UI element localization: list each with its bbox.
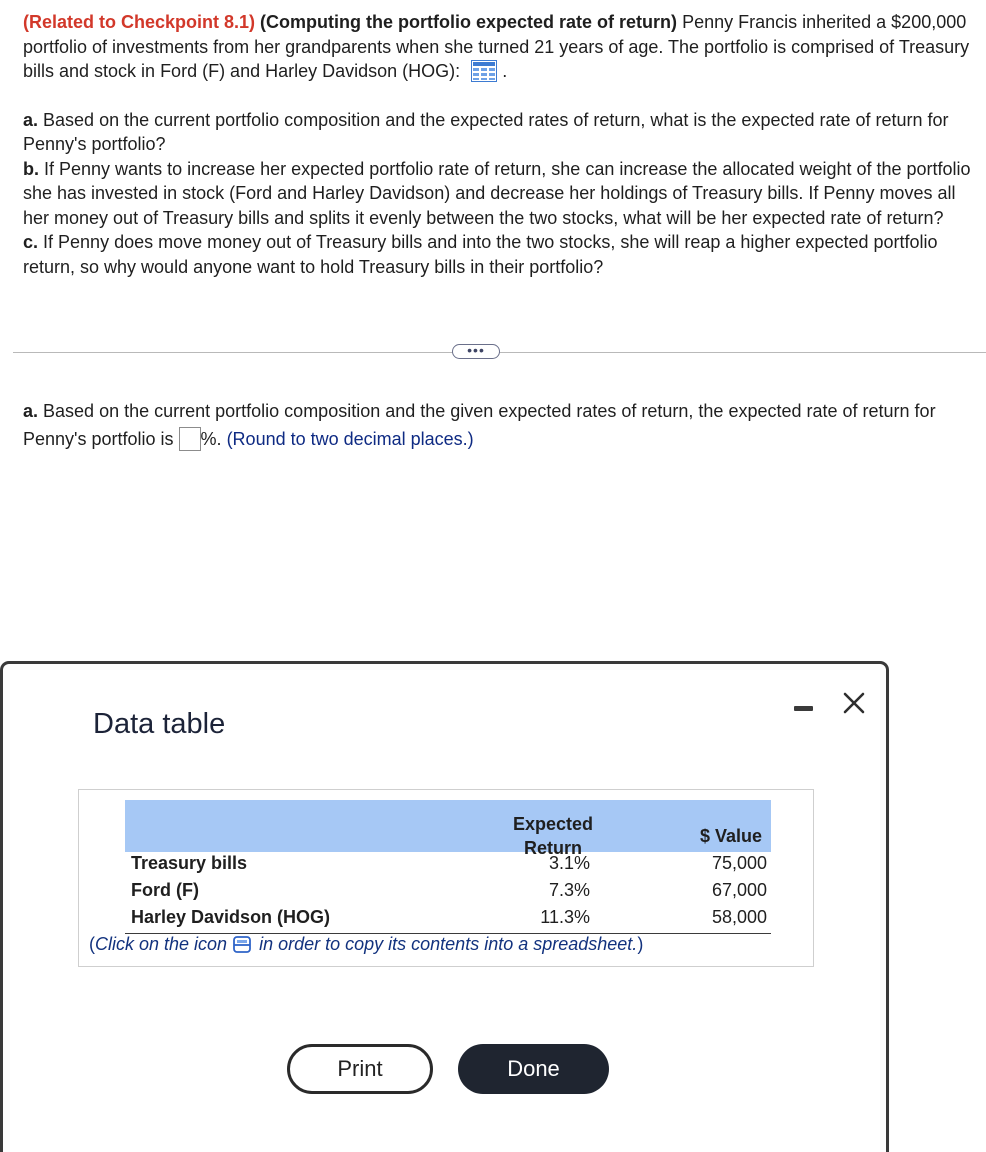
table-row xyxy=(131,880,771,907)
copy-to-spreadsheet-icon[interactable] xyxy=(233,936,251,958)
part-c xyxy=(23,230,978,279)
part-text: If Penny does move money out of Treasury bills and into the two stocks, she will reap a higher expected portfolio return, so why would anyone want to hold Treasury bills in their portfolio? xyxy=(23,232,938,277)
related-checkpoint: (Related to Checkpoint 8.1) xyxy=(23,12,256,32)
row-value: 58,000 xyxy=(711,907,767,927)
row-expected-return: 7.3% xyxy=(548,880,590,900)
answer-label: a. xyxy=(23,401,39,421)
copy-note-before: Click on the icon xyxy=(95,934,228,954)
part-label: c. xyxy=(23,232,39,252)
answer-unit: %. xyxy=(200,429,222,449)
part-a xyxy=(23,108,978,157)
answer-input[interactable] xyxy=(179,427,201,451)
part-text: Based on the current portfolio composition and the expected rates of return, what is the expected rate of return for Penny's portfolio? xyxy=(23,109,949,154)
close-icon[interactable] xyxy=(839,688,869,718)
row-expected-return: 3.1% xyxy=(548,853,590,873)
question-topic: (Computing the portfolio expected rate of return) xyxy=(260,12,678,32)
table-header xyxy=(125,800,771,858)
part-label: b. xyxy=(23,158,39,179)
question-intro xyxy=(23,10,978,89)
question-intro-text: Penny Francis inherited a $200,000 portfolio of investments from her grandparents when she turned 21 years of age. The portfolio is comprised of Treasury bills and stock in Ford (F) and Harley Davidson (HOG): xyxy=(23,12,970,81)
header-value: $ Value xyxy=(699,826,763,846)
question-parts xyxy=(23,108,978,280)
answer-text xyxy=(23,397,953,453)
answer-prompt: Based on the current portfolio composition and the given expected rates of return, the expected rate of return for Penny's portfolio is xyxy=(23,401,936,449)
row-name: Treasury bills xyxy=(131,853,248,873)
dialog-title: Data table xyxy=(93,708,226,740)
question-intro-end: . xyxy=(502,61,508,81)
table-row xyxy=(131,853,771,880)
row-value: 67,000 xyxy=(711,880,767,900)
header-expected-return: Expected Return xyxy=(512,814,594,858)
row-name: Ford (F) xyxy=(131,880,199,900)
data-table xyxy=(78,789,814,967)
part-b xyxy=(23,157,978,231)
print-button[interactable]: Print xyxy=(287,1044,433,1094)
question-text xyxy=(23,10,978,279)
rounding-note: (Round to two decimal places.) xyxy=(226,429,474,449)
row-value: 75,000 xyxy=(711,853,767,873)
expand-more-button[interactable]: ••• xyxy=(452,344,500,359)
part-label: a. xyxy=(23,109,39,130)
table-row xyxy=(131,907,771,934)
copy-note xyxy=(89,934,643,958)
copy-note-close: ) xyxy=(637,934,644,954)
grid-table-icon[interactable] xyxy=(471,60,497,89)
copy-note-after: in order to copy its contents into a spreadsheet. xyxy=(259,934,638,954)
part-text: If Penny wants to increase her expected portfolio rate of return, she can increase the allocated weight of the portfolio she has invested in stock (Ford and Harley Davidson) and decrease her holdings of Treasury bills. If Penny moves all her money out of Treasury bills and splits it evenly between the two stocks, what will be her expected rate of return? xyxy=(23,158,971,228)
minimize-icon[interactable] xyxy=(791,702,815,716)
row-expected-return: 11.3% xyxy=(540,907,590,927)
answer-section xyxy=(23,397,953,453)
copy-note-open: ( xyxy=(89,934,95,954)
data-table-dialog xyxy=(0,661,889,1152)
done-button[interactable]: Done xyxy=(458,1044,609,1094)
row-name: Harley Davidson (HOG) xyxy=(131,907,331,927)
